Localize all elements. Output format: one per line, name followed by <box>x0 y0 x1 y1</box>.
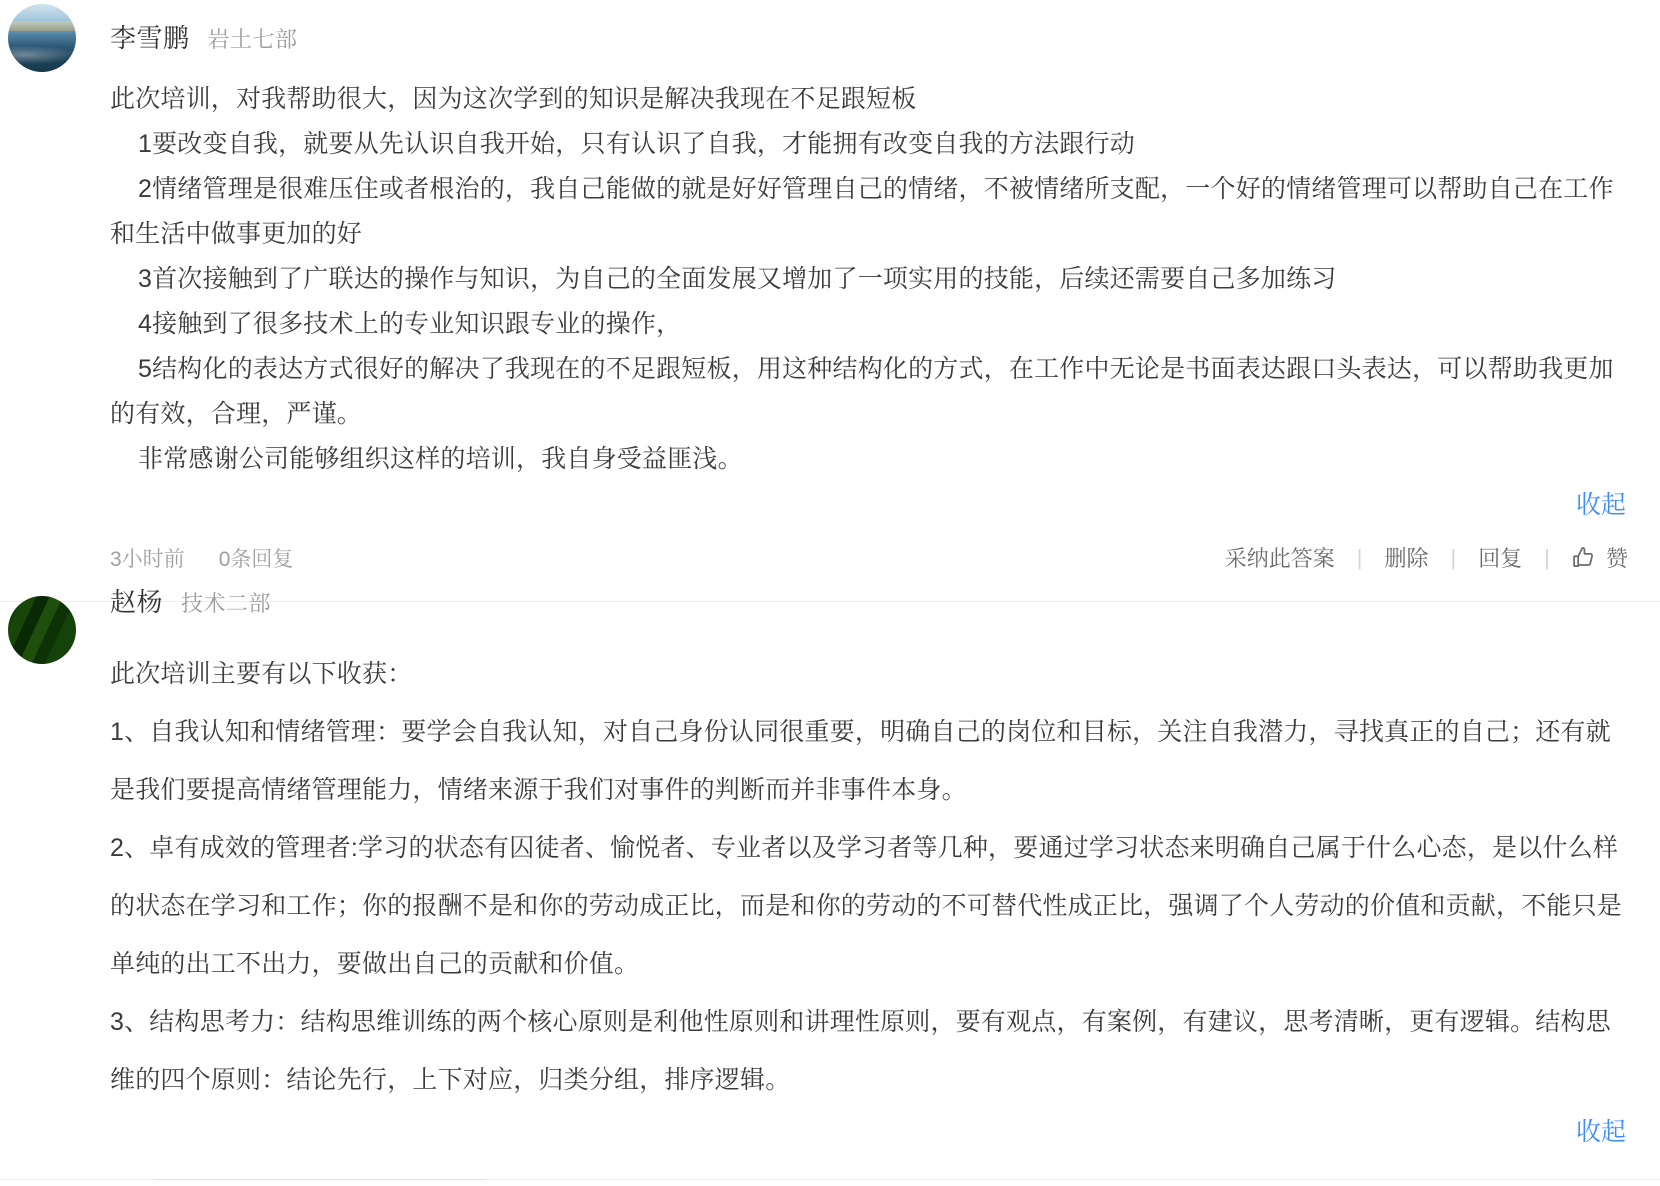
comment-paragraph: 2情绪管理是很难压住或者根治的，我自己能做的就是好好管理自己的情绪，不被情绪所支配，一个好的情绪管理可以帮助自己在工作和生活中做事更加的好 <box>110 175 1614 248</box>
comment-reply-count[interactable]: 0条回复 <box>218 547 294 571</box>
user-department: 技术二部 <box>181 591 272 616</box>
user-name[interactable]: 李雪鹏 <box>110 23 190 53</box>
delete-button[interactable]: 删除 <box>1384 546 1429 571</box>
comment-author-row <box>110 568 1630 619</box>
comment-paragraph: 1、自我认知和情绪管理：要学会自我认知，对自己身份认同很重要，明确自己的岗位和目标，关注自我潜力，寻找真正的自己；还有就是我们要提高情绪管理能力，情绪来源于我们对事件的判断而并非事件本身。 <box>110 718 1611 804</box>
collapse-label[interactable]: 收起 <box>1575 491 1626 519</box>
comment-paragraph: 5结构化的表达方式很好的解决了我现在的不足跟短板，用这种结构化的方式，在工作中无论是书面表达跟口头表达，可以帮助我更加的有效，合理，严谨。 <box>110 355 1614 428</box>
comment-paragraph: 此次培训主要有以下收获： <box>110 660 413 688</box>
comment-paragraph: 非常感谢公司能够组织这样的培训，我自身受益匪浅。 <box>138 445 743 473</box>
comment-item <box>0 568 1660 1147</box>
collapse-toggle[interactable] <box>110 1117 1630 1147</box>
comment-paragraph: 3、结构思考力：结构思维训练的两个核心原则是利他性原则和讲理性原则，要有观点，有案例，有建议，思考清晰，更有逻辑。结构思维的四个原则：结论先行，上下对应，归类分组，排序逻辑。 <box>110 1008 1611 1094</box>
comment-body <box>110 645 1630 1109</box>
comment-paragraph: 3首次接触到了广联达的操作与知识，为自己的全面发展又增加了一项实用的技能，后续还需要自己多加练习 <box>138 265 1337 293</box>
bottom-edge-segment <box>155 1179 485 1180</box>
user-department: 岩土七部 <box>207 27 298 52</box>
action-divider: | <box>1544 544 1550 570</box>
accept-answer-button[interactable]: 采纳此答案 <box>1224 546 1335 571</box>
comment-author-row <box>110 0 1630 55</box>
action-divider: | <box>1356 544 1363 570</box>
collapse-label[interactable]: 收起 <box>1575 1118 1626 1146</box>
comment-paragraph: 2、卓有成效的管理者:学习的状态有囚徒者、愉悦者、专业者以及学习者等几种，要通过学习状态来明确自己属于什么心态，是以什么样的状态在学习和工作；你的报酬不是和你的劳动成正比，而是和你的劳动的不可替代性成正比，强调了个人劳动的价值和贡献，不能只是单纯的出工不出力，要做出自己的贡献和价值。 <box>110 834 1623 978</box>
comment-paragraph: 1要改变自我，就要从先认识自我开始，只有认识了自我，才能拥有改变自我的方法跟行动 <box>138 130 1135 158</box>
collapse-toggle[interactable] <box>110 490 1630 520</box>
user-name[interactable]: 赵杨 <box>110 587 164 617</box>
like-label[interactable]: 赞 <box>1605 546 1628 571</box>
comment-paragraph: 4接触到了很多技术上的专业知识跟专业的操作， <box>138 310 682 338</box>
comment-paragraph: 此次培训，对我帮助很大，因为这次学到的知识是解决我现在不足跟短板 <box>110 85 917 113</box>
action-divider: | <box>1450 544 1457 570</box>
comment-body <box>110 77 1630 482</box>
comment-time: 3小时前 <box>110 547 185 571</box>
reply-button[interactable]: 回复 <box>1478 546 1523 571</box>
bottom-edge <box>0 1179 1660 1186</box>
